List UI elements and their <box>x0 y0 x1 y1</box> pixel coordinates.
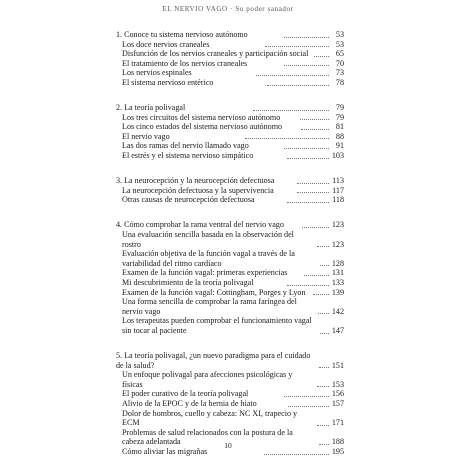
toc-entry <box>116 230 344 249</box>
toc-entry <box>116 249 344 268</box>
toc-entry <box>116 49 344 59</box>
dot-leader <box>314 56 329 57</box>
toc-entry <box>116 399 344 409</box>
toc-entry <box>116 141 344 151</box>
toc-entry <box>116 278 344 288</box>
page-number: 10 <box>224 441 232 450</box>
toc-entry <box>116 297 344 316</box>
entry-text: Los doce nervios craneales <box>122 39 210 49</box>
entry-page: 65 <box>335 49 345 59</box>
dot-leader <box>300 119 329 120</box>
entry-text: El poder curativo de la teoría polivagal <box>122 389 249 399</box>
dot-leader <box>297 192 329 193</box>
entry-page: 156 <box>331 389 345 399</box>
dot-leader <box>256 75 329 76</box>
toc-entry <box>116 186 344 196</box>
entry-page: 142 <box>331 306 344 316</box>
dot-leader <box>320 265 329 266</box>
entry-page: 133 <box>331 277 344 287</box>
toc-section <box>116 176 344 205</box>
toc-entry <box>116 195 344 205</box>
entry-page: 153 <box>331 379 344 389</box>
table-of-contents <box>116 30 344 472</box>
entry-text: Los nervios espinales <box>122 68 192 78</box>
dot-leader <box>313 294 329 295</box>
chapter-title: 3. La neurocepción y la neurocepción defectuosa <box>116 176 275 186</box>
entry-page: 91 <box>335 141 345 151</box>
chapter-entry <box>116 103 344 113</box>
dot-leader <box>284 37 329 38</box>
entry-page: 188 <box>331 437 344 447</box>
entry-text: Una forma sencilla de comprobar la rama faríngea del nervio vago <box>122 297 297 316</box>
chapter-title: 5. La teoría polivagal, ¿un nuevo paradigma para el cuidado de la salud? <box>116 351 311 370</box>
dot-leader <box>264 454 329 455</box>
toc-section <box>116 103 344 161</box>
entry-page: 118 <box>332 195 344 205</box>
entry-page: 171 <box>331 418 344 428</box>
dot-leader <box>284 65 329 66</box>
entry-page: 123 <box>331 239 344 249</box>
entry-text: Las dos ramas del nervio llamado vago <box>122 141 249 151</box>
dot-leader <box>301 129 329 130</box>
running-header: EL NERVIO VAGO · Su poder sanador <box>162 5 294 13</box>
dot-leader <box>245 138 329 139</box>
chapter-entry <box>116 30 344 40</box>
toc-entry <box>116 268 344 278</box>
entry-page: 195 <box>331 446 344 456</box>
toc-entry <box>116 59 344 69</box>
entry-text: Los terapeutas pueden comprobar el funcionamiento vagal sin tocar al paciente <box>122 316 312 335</box>
entry-page: 78 <box>335 77 345 87</box>
entry-page: 103 <box>331 151 345 161</box>
dot-leader <box>287 158 329 159</box>
toc-section <box>116 30 344 88</box>
toc-entry <box>116 389 344 399</box>
toc-entry <box>116 113 344 123</box>
dot-leader <box>318 313 329 314</box>
entry-text: Dolor de hombros, cuello y cabeza: NC XI, trapecio y ECM <box>122 408 298 428</box>
toc-section <box>116 220 344 335</box>
entry-text: Un enfoque polivagal para afecciones psicológicas y físicas <box>122 370 293 389</box>
dot-leader <box>302 227 329 228</box>
entry-text: El nervio vago <box>122 131 170 141</box>
entry-page: 81 <box>335 122 345 132</box>
dot-leader <box>265 46 329 47</box>
dot-leader <box>319 367 329 368</box>
entry-text: Problemas de salud relacionados con la postura de la cabeza adelantada <box>122 427 293 447</box>
dot-leader <box>287 285 329 286</box>
dot-leader <box>317 246 329 247</box>
entry-page: 73 <box>335 68 344 78</box>
entry-page: 70 <box>335 58 344 68</box>
dot-leader <box>267 85 329 86</box>
toc-entry <box>116 132 344 142</box>
dot-leader <box>320 333 329 334</box>
entry-page: 79 <box>335 112 344 122</box>
toc-entry <box>116 122 344 132</box>
toc-entry <box>116 409 344 428</box>
dot-leader <box>304 275 329 276</box>
entry-text: Los cinco estados del sistema nervioso autónomo <box>122 122 283 132</box>
chapter-entry <box>116 176 344 186</box>
entry-text: El sistema nervioso entérico <box>122 77 214 87</box>
entry-text: Cómo aliviar las migrañas <box>122 446 208 456</box>
toc-entry <box>116 316 344 335</box>
chapter-page: 123 <box>331 220 344 230</box>
entry-text: Examen de la función vagal: Cottingham, Porges y Lyon <box>122 287 306 297</box>
toc-entry <box>116 370 344 389</box>
chapter-title: 2. La teoría polivagal <box>116 103 186 113</box>
dot-leader <box>284 396 329 397</box>
chapter-page: 53 <box>335 30 345 39</box>
toc-entry <box>116 40 344 50</box>
toc-entry <box>116 78 344 88</box>
chapter-title: 4. Cómo comprobar la rama ventral del nervio vago <box>116 220 284 230</box>
dot-leader <box>287 202 329 203</box>
entry-page: 139 <box>331 287 344 297</box>
entry-text: Otras causas de neurocepción defectuosa <box>122 195 255 205</box>
toc-entry <box>116 151 344 161</box>
dot-leader <box>297 183 329 184</box>
entry-page: 88 <box>335 131 344 141</box>
chapter-title: 1. Conoce tu sistema nervioso autónomo <box>116 30 248 39</box>
entry-text: El tratamiento de los nervios craneales <box>122 58 248 68</box>
chapter-page: 113 <box>332 176 344 186</box>
chapter-page: 151 <box>331 360 344 370</box>
chapter-entry <box>116 220 344 230</box>
entry-text: Evaluación objetiva de la función vagal a través de la variabilidad del ritmo cardíaco <box>122 249 295 268</box>
entry-page: 128 <box>331 258 344 268</box>
entry-text: Mi descubrimiento de la teoría polivagal <box>122 277 254 287</box>
entry-text: La neurocepción defectuosa y la supervivencia <box>122 185 274 195</box>
dot-leader <box>317 386 329 387</box>
entry-text: Los tres circuitos del sistema nervioso autónomo <box>122 112 281 122</box>
dot-leader <box>253 110 329 111</box>
chapter-entry <box>116 351 344 370</box>
entry-text: Examen de la función vagal: primeras experiencias <box>122 268 288 278</box>
toc-entry <box>116 288 344 298</box>
entry-text: Disfunción de los nervios craneales y participación social <box>122 49 309 59</box>
entry-page: 157 <box>331 399 344 408</box>
dot-leader <box>288 406 329 407</box>
toc-entry <box>116 68 344 78</box>
entry-page: 131 <box>331 268 345 278</box>
entry-text: El estrés y el sistema nervioso simpático <box>122 151 254 161</box>
chapter-page: 79 <box>335 103 345 113</box>
entry-page: 117 <box>332 185 344 195</box>
dot-leader <box>317 425 329 426</box>
entry-text: Alivio de la EPOC y de la hernia de hiato <box>122 399 257 408</box>
entry-text: Una evaluación sencilla basada en la observación del rostro <box>122 230 294 249</box>
dot-leader <box>284 148 329 149</box>
entry-page: 53 <box>335 39 345 49</box>
entry-page: 147 <box>331 325 344 335</box>
